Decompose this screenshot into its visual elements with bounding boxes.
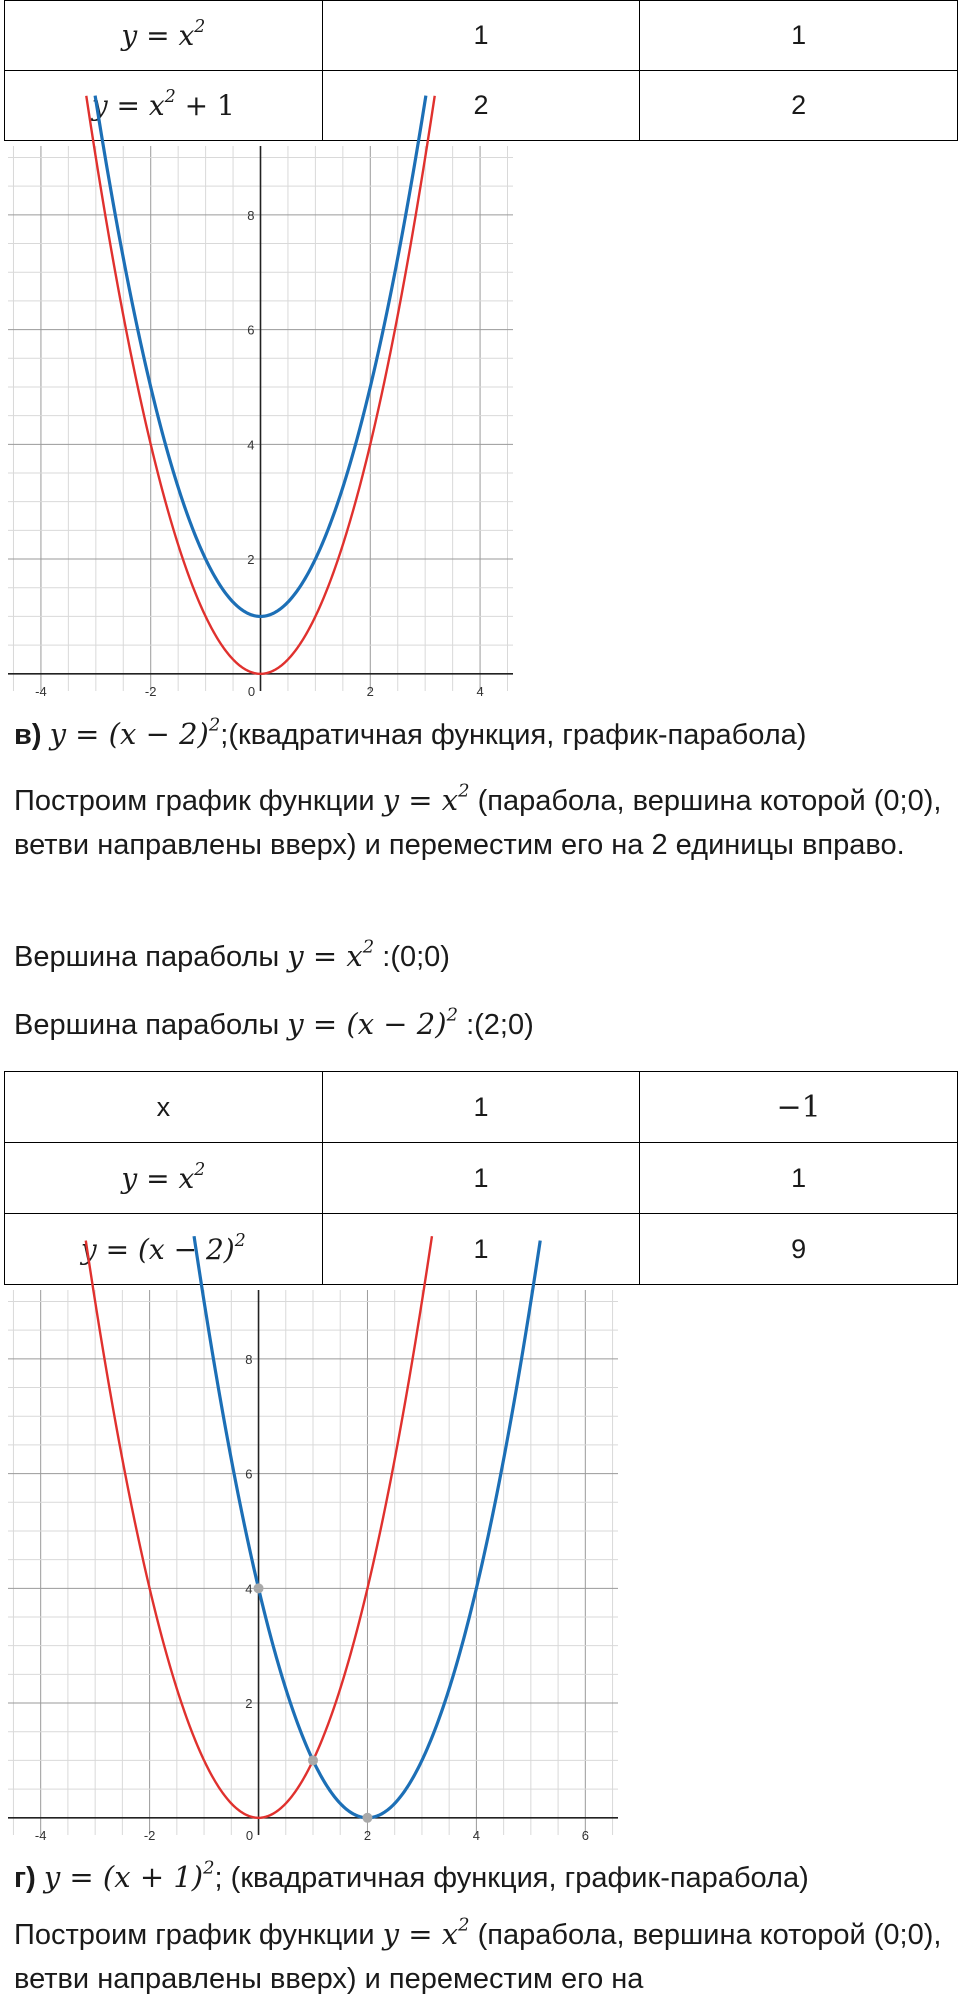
x-tick-label: 0 (247, 683, 256, 699)
paragraph-text: Построим график функции (14, 1919, 383, 1951)
formula-text: y = x (91, 89, 165, 122)
formula-exponent: 2 (194, 1159, 206, 1180)
formula-exponent: 2 (234, 1230, 246, 1251)
paragraph-text: :(2;0) (458, 1009, 534, 1041)
table-cell: 9 (640, 1214, 958, 1285)
x-tick-label: 4 (476, 683, 484, 699)
formula-text: y = x (287, 939, 363, 973)
table-cell-function (5, 1143, 323, 1214)
vertex-line-1 (14, 934, 954, 979)
paragraph-text: Построим график функции (14, 785, 383, 817)
x-tick-label: -2 (143, 1827, 156, 1843)
table-cell: 2 (322, 71, 640, 141)
section-letter: в) (14, 719, 42, 751)
data-point (308, 1755, 318, 1765)
formula-exponent: 2 (164, 86, 176, 107)
section-g-heading (14, 1855, 954, 1900)
section-note: ; (квадратичная функция, график-парабола) (214, 1862, 809, 1894)
table-header-row (5, 1072, 958, 1143)
x-tick-label: -4 (35, 683, 47, 699)
y-tick-label: 8 (247, 207, 255, 223)
x-tick-label: 4 (472, 1827, 481, 1843)
table-cell: 1 (322, 1143, 640, 1214)
x-tick-label: 0 (245, 1827, 254, 1843)
x-tick-label: -4 (34, 1827, 47, 1843)
table-cell: 1 (322, 1, 640, 71)
formula-exponent: 2 (203, 1857, 215, 1879)
section-note: ;(квадратичная функция, график-парабола) (220, 719, 807, 751)
formula-text: y = (x − 2) (287, 1007, 447, 1041)
x-tick-label: -2 (144, 683, 157, 699)
table-cell: 1 (322, 1072, 640, 1143)
section-v-heading (14, 712, 954, 757)
paragraph-text: (парабола, вершина которой (0;0), ветви направлены вверх) и переместим его на (14, 1919, 942, 1995)
formula-exponent: 2 (458, 1914, 470, 1936)
table-cell-function (5, 1214, 323, 1285)
x-tick-label: 2 (366, 683, 374, 699)
section-v-paragraph (14, 778, 954, 867)
formula-text: y = x (121, 1161, 195, 1195)
y-tick-label: 8 (245, 1351, 253, 1367)
table-cell: −1 (640, 1072, 958, 1143)
formula-exponent: 2 (362, 936, 375, 958)
table-cell: 1 (640, 1143, 958, 1214)
table-row (5, 1143, 958, 1214)
table-cell: 1 (322, 1214, 640, 1285)
paragraph-text: (парабола, вершина которой (0;0), ветви направлены вверх) и переместим его на 2 единицы вправо. (14, 785, 942, 861)
formula-text: y = x (382, 783, 459, 817)
vertex-line-2 (14, 1002, 954, 1047)
formula-exponent: 2 (446, 1004, 459, 1026)
y-tick-label: 2 (247, 552, 255, 568)
y-tick-label: 4 (247, 437, 255, 453)
formula-text: y = x (382, 1917, 459, 1951)
y-tick-label: 6 (245, 1466, 253, 1482)
formula-text: y = (x + 1) (43, 1860, 204, 1894)
table-cell: 1 (640, 1, 958, 71)
paragraph-text: :(0;0) (374, 941, 450, 973)
formula-suffix: + 1 (175, 89, 235, 122)
table-cell-x: x (5, 1072, 323, 1143)
formula-text: y = x (121, 19, 195, 52)
y-tick-label: 4 (245, 1581, 253, 1597)
values-table-1 (4, 0, 958, 141)
formula-exponent: 2 (208, 714, 221, 736)
y-tick-label: 6 (247, 322, 255, 338)
table-row (5, 1, 958, 71)
table-row (5, 1214, 958, 1285)
formula-exponent: 2 (458, 780, 470, 802)
data-point (362, 1813, 372, 1823)
formula-text: y = (x − 2) (80, 1232, 235, 1266)
parabola-graph-2 (8, 1290, 618, 1843)
table-cell-function (5, 1, 323, 71)
table-row (5, 71, 958, 141)
values-table-2 (4, 1071, 958, 1285)
section-g-paragraph (14, 1912, 954, 2001)
table-cell: 2 (640, 71, 958, 141)
section-letter: г) (14, 1862, 36, 1894)
paragraph-text: Вершина параболы (14, 941, 288, 973)
data-point (254, 1583, 264, 1593)
parabola-graph-1 (8, 146, 513, 699)
paragraph-text: Вершина параболы (14, 1009, 288, 1041)
y-tick-label: 2 (245, 1696, 253, 1712)
formula-text: y = (x − 2) (49, 717, 209, 751)
table-cell-function (5, 71, 323, 141)
formula-exponent: 2 (194, 16, 206, 37)
x-tick-label: 2 (363, 1827, 372, 1843)
x-tick-label: 6 (581, 1827, 589, 1843)
